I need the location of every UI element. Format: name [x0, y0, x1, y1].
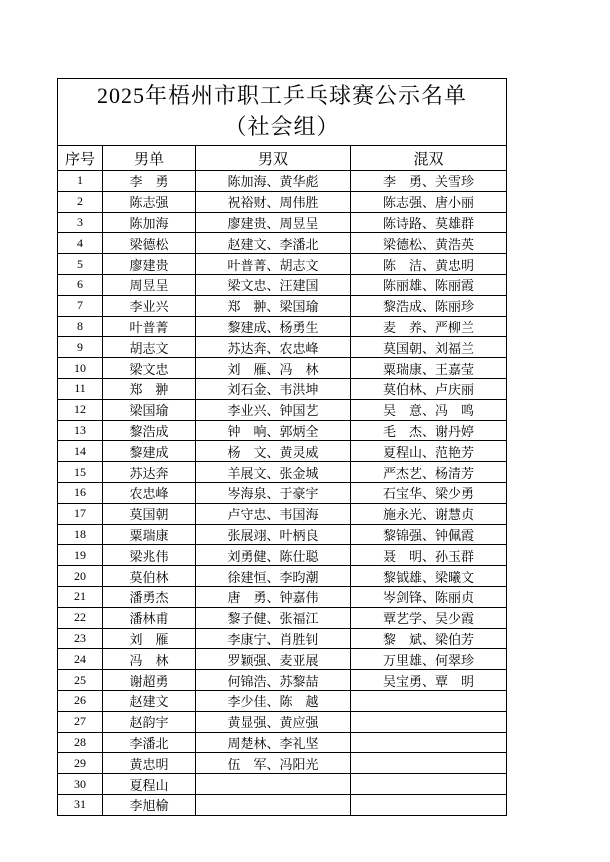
table-row	[58, 524, 507, 545]
mens-singles-cell: 农忠峰	[103, 482, 196, 503]
mixed-doubles-cell	[351, 732, 507, 753]
column-header-mixed-doubles: 混双	[351, 146, 507, 171]
table-row	[58, 191, 507, 212]
mens-doubles-cell: 黎建成、杨勇生	[196, 316, 351, 337]
roster-table	[57, 78, 507, 816]
table-row	[58, 316, 507, 337]
table-row	[58, 503, 507, 524]
mixed-doubles-cell: 毛 杰、谢丹婷	[351, 420, 507, 441]
table-row	[58, 254, 507, 275]
column-header-number: 序号	[58, 146, 103, 171]
row-number-cell: 15	[58, 462, 103, 483]
row-number-cell: 3	[58, 212, 103, 233]
mixed-doubles-cell: 陈丽雄、陈丽霞	[351, 274, 507, 295]
mixed-doubles-cell	[351, 690, 507, 711]
column-header-mens-singles: 男单	[103, 146, 196, 171]
mens-doubles-cell: 苏达奔、农忠峰	[196, 337, 351, 358]
row-number-cell: 11	[58, 378, 103, 399]
mixed-doubles-cell: 施永光、谢慧贞	[351, 503, 507, 524]
mens-singles-cell: 谢超勇	[103, 670, 196, 691]
column-header-mens-doubles: 男双	[196, 146, 351, 171]
mixed-doubles-cell: 陈诗路、莫雄群	[351, 212, 507, 233]
row-number-cell: 31	[58, 794, 103, 815]
header-row	[58, 146, 507, 171]
row-number-cell: 17	[58, 503, 103, 524]
mens-doubles-cell: 张展翊、叶柄良	[196, 524, 351, 545]
mixed-doubles-cell: 吴 意、冯 鸣	[351, 399, 507, 420]
mens-singles-cell: 李旭榆	[103, 794, 196, 815]
mens-singles-cell: 廖建贵	[103, 254, 196, 275]
row-number-cell: 21	[58, 586, 103, 607]
mixed-doubles-cell: 吴宝勇、覃 明	[351, 670, 507, 691]
mens-singles-cell: 周昱呈	[103, 274, 196, 295]
mens-doubles-cell: 唐 勇、钟嘉伟	[196, 586, 351, 607]
mixed-doubles-cell: 李 勇、关雪珍	[351, 171, 507, 192]
mixed-doubles-cell	[351, 794, 507, 815]
mens-singles-cell: 郑 翀	[103, 378, 196, 399]
mens-doubles-cell: 李康宁、肖胜钊	[196, 628, 351, 649]
row-number-cell: 26	[58, 690, 103, 711]
mens-singles-cell: 粟瑞康	[103, 524, 196, 545]
mixed-doubles-cell: 黎钺雄、梁曦文	[351, 566, 507, 587]
table-row	[58, 753, 507, 774]
table-row	[58, 794, 507, 815]
mens-singles-cell: 刘 雁	[103, 628, 196, 649]
table-row	[58, 545, 507, 566]
row-number-cell: 14	[58, 441, 103, 462]
mixed-doubles-cell: 聂 明、孙玉群	[351, 545, 507, 566]
table-row	[58, 337, 507, 358]
mens-singles-cell: 胡志文	[103, 337, 196, 358]
mens-singles-cell: 夏程山	[103, 774, 196, 795]
row-number-cell: 13	[58, 420, 103, 441]
table-row	[58, 441, 507, 462]
mens-doubles-cell: 岑海泉、于豪宇	[196, 482, 351, 503]
mens-singles-cell: 陈加海	[103, 212, 196, 233]
row-number-cell: 24	[58, 649, 103, 670]
mens-doubles-cell: 梁文忠、汪建国	[196, 274, 351, 295]
table-row	[58, 711, 507, 732]
row-number-cell: 23	[58, 628, 103, 649]
row-number-cell: 1	[58, 171, 103, 192]
mens-doubles-cell: 罗颖强、麦亚展	[196, 649, 351, 670]
row-number-cell: 28	[58, 732, 103, 753]
mens-doubles-cell: 卢守忠、韦国海	[196, 503, 351, 524]
mens-doubles-cell	[196, 774, 351, 795]
mixed-doubles-cell: 石宝华、梁少勇	[351, 482, 507, 503]
table-row	[58, 649, 507, 670]
mens-doubles-cell: 羊展文、张金城	[196, 462, 351, 483]
row-number-cell: 19	[58, 545, 103, 566]
mens-singles-cell: 梁德松	[103, 233, 196, 254]
mens-doubles-cell: 徐建恒、李昀潮	[196, 566, 351, 587]
table-row	[58, 670, 507, 691]
row-number-cell: 8	[58, 316, 103, 337]
table-row	[58, 399, 507, 420]
table-row	[58, 732, 507, 753]
table-row	[58, 233, 507, 254]
mixed-doubles-cell: 严杰艺、杨清芳	[351, 462, 507, 483]
row-number-cell: 18	[58, 524, 103, 545]
table-row	[58, 358, 507, 379]
mixed-doubles-cell	[351, 711, 507, 732]
table-row	[58, 462, 507, 483]
mixed-doubles-cell: 万里雄、何翠珍	[351, 649, 507, 670]
mens-doubles-cell: 黎子健、张福江	[196, 607, 351, 628]
mens-singles-cell: 黎建成	[103, 441, 196, 462]
table-row	[58, 212, 507, 233]
row-number-cell: 10	[58, 358, 103, 379]
mens-doubles-cell: 何锦浩、苏黎喆	[196, 670, 351, 691]
row-number-cell: 7	[58, 295, 103, 316]
table-row	[58, 607, 507, 628]
row-number-cell: 30	[58, 774, 103, 795]
mixed-doubles-cell: 夏程山、范艳芳	[351, 441, 507, 462]
mens-singles-cell: 黄忠明	[103, 753, 196, 774]
row-number-cell: 4	[58, 233, 103, 254]
mens-doubles-cell: 周楚林、李礼坚	[196, 732, 351, 753]
mens-singles-cell: 李 勇	[103, 171, 196, 192]
page-title-line2: （社会组）	[224, 114, 340, 139]
mens-singles-cell: 黎浩成	[103, 420, 196, 441]
mens-doubles-cell: 赵建文、李潘北	[196, 233, 351, 254]
mixed-doubles-cell: 陈 洁、黄忠明	[351, 254, 507, 275]
mixed-doubles-cell: 黎浩成、陈丽珍	[351, 295, 507, 316]
page-title	[58, 79, 507, 146]
row-number-cell: 2	[58, 191, 103, 212]
table-row	[58, 566, 507, 587]
mens-doubles-cell: 黄显强、黄应强	[196, 711, 351, 732]
table-row	[58, 628, 507, 649]
table-row	[58, 690, 507, 711]
mens-singles-cell: 陈志强	[103, 191, 196, 212]
mens-singles-cell: 莫国朝	[103, 503, 196, 524]
row-number-cell: 22	[58, 607, 103, 628]
mens-doubles-cell: 钟 响、郭炳全	[196, 420, 351, 441]
table-row	[58, 171, 507, 192]
row-number-cell: 25	[58, 670, 103, 691]
table-row	[58, 274, 507, 295]
mens-singles-cell: 苏达奔	[103, 462, 196, 483]
mixed-doubles-cell: 粟瑞康、王嘉莹	[351, 358, 507, 379]
mixed-doubles-cell: 覃艺学、吴少霞	[351, 607, 507, 628]
mens-doubles-cell: 刘石金、韦洪坤	[196, 378, 351, 399]
mixed-doubles-cell: 岑剑锋、陈丽贞	[351, 586, 507, 607]
mens-doubles-cell: 刘勇健、陈仕聪	[196, 545, 351, 566]
mens-doubles-cell: 李少佳、陈 越	[196, 690, 351, 711]
mixed-doubles-cell	[351, 753, 507, 774]
table-row	[58, 774, 507, 795]
mixed-doubles-cell: 黎 斌、梁伯芳	[351, 628, 507, 649]
row-number-cell: 12	[58, 399, 103, 420]
mens-singles-cell: 赵韵宇	[103, 711, 196, 732]
mens-singles-cell: 冯 林	[103, 649, 196, 670]
mens-singles-cell: 赵建文	[103, 690, 196, 711]
mens-doubles-cell: 杨 文、黄灵威	[196, 441, 351, 462]
row-number-cell: 5	[58, 254, 103, 275]
mens-doubles-cell: 祝裕财、周伟胜	[196, 191, 351, 212]
page-title-line1: 2025年梧州市职工乒乓球赛公示名单	[97, 83, 468, 109]
mixed-doubles-cell: 麦 养、严柳兰	[351, 316, 507, 337]
mens-singles-cell: 梁兆伟	[103, 545, 196, 566]
mens-doubles-cell: 郑 翀、梁国瑜	[196, 295, 351, 316]
row-number-cell: 27	[58, 711, 103, 732]
mens-doubles-cell	[196, 794, 351, 815]
title-row	[58, 79, 507, 146]
mixed-doubles-cell: 莫伯林、卢庆丽	[351, 378, 507, 399]
mens-singles-cell: 梁国瑜	[103, 399, 196, 420]
mens-singles-cell: 潘勇杰	[103, 586, 196, 607]
table-body	[58, 171, 507, 816]
table-row	[58, 586, 507, 607]
row-number-cell: 9	[58, 337, 103, 358]
mens-doubles-cell: 陈加海、黄华彪	[196, 171, 351, 192]
table-row	[58, 295, 507, 316]
mens-singles-cell: 梁文忠	[103, 358, 196, 379]
mens-doubles-cell: 廖建贵、周昱呈	[196, 212, 351, 233]
mens-singles-cell: 莫伯林	[103, 566, 196, 587]
mens-singles-cell: 李潘北	[103, 732, 196, 753]
row-number-cell: 6	[58, 274, 103, 295]
mixed-doubles-cell: 陈志强、唐小丽	[351, 191, 507, 212]
mens-doubles-cell: 伍 军、冯阳光	[196, 753, 351, 774]
mens-singles-cell: 叶普菁	[103, 316, 196, 337]
mixed-doubles-cell	[351, 774, 507, 795]
mens-doubles-cell: 刘 雁、冯 林	[196, 358, 351, 379]
row-number-cell: 16	[58, 482, 103, 503]
table-row	[58, 378, 507, 399]
row-number-cell: 20	[58, 566, 103, 587]
table-row	[58, 482, 507, 503]
mixed-doubles-cell: 莫国朝、刘福兰	[351, 337, 507, 358]
mixed-doubles-cell: 黎锦强、钟佩霞	[351, 524, 507, 545]
mixed-doubles-cell: 梁德松、黄浩英	[351, 233, 507, 254]
mens-singles-cell: 李业兴	[103, 295, 196, 316]
row-number-cell: 29	[58, 753, 103, 774]
table-row	[58, 420, 507, 441]
mens-doubles-cell: 叶普菁、胡志文	[196, 254, 351, 275]
mens-singles-cell: 潘林甫	[103, 607, 196, 628]
mens-doubles-cell: 李业兴、钟国艺	[196, 399, 351, 420]
